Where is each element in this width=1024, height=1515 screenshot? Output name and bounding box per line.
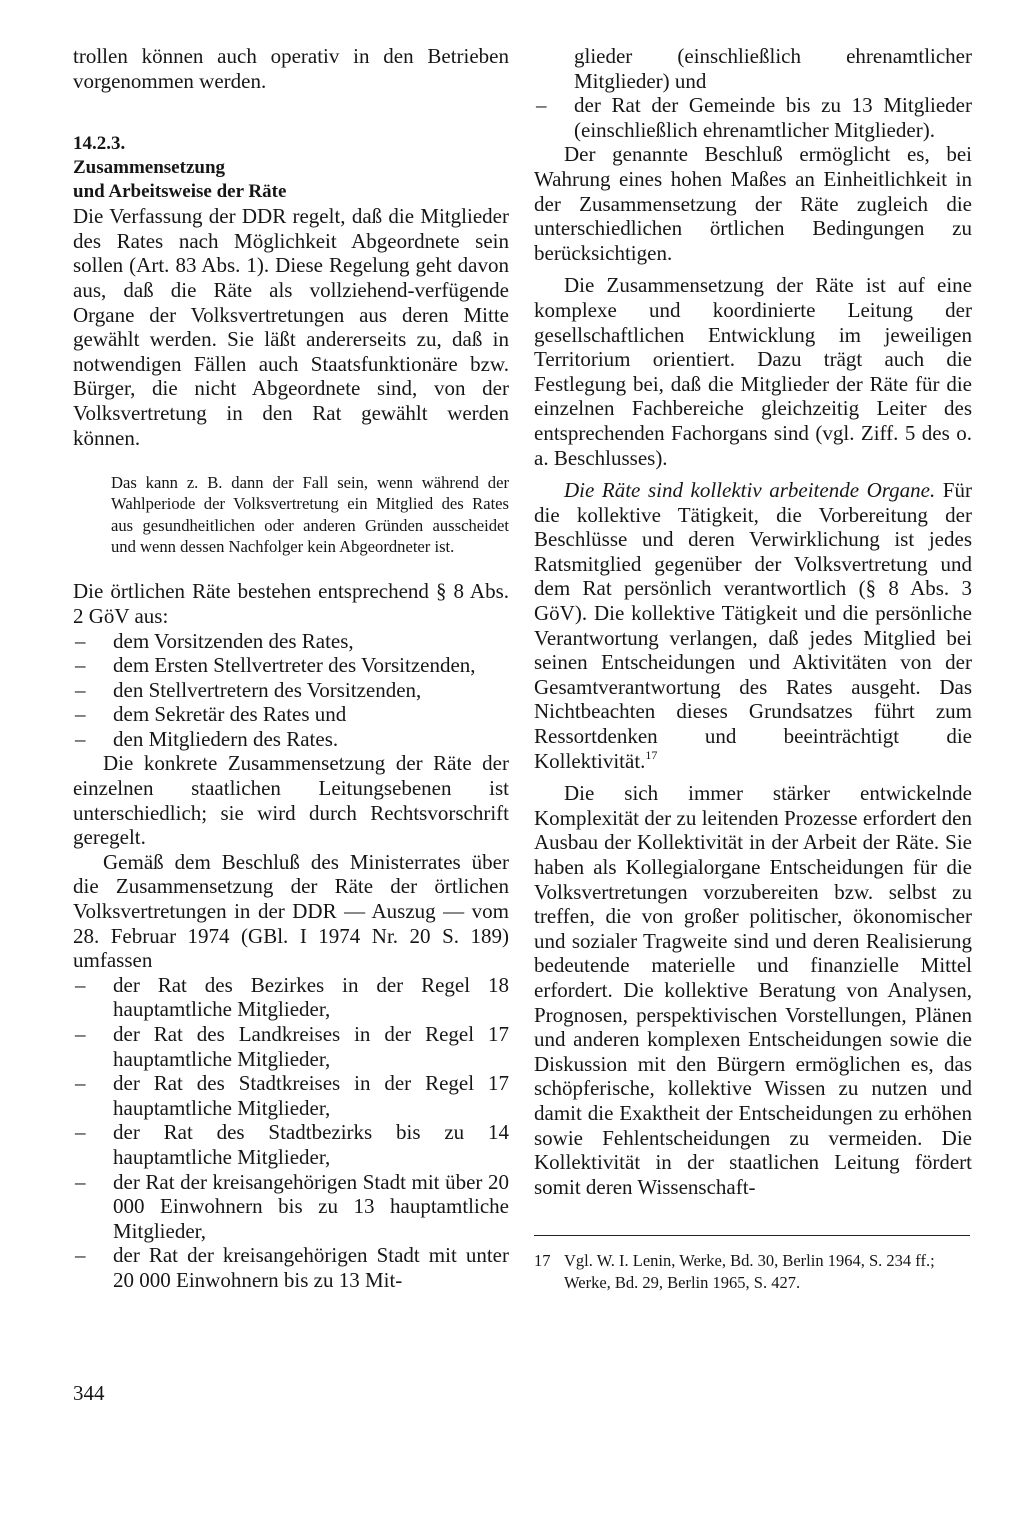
footnote-divider	[534, 1235, 970, 1236]
list-item: – den Mitgliedern des Rates.	[73, 727, 509, 752]
section-heading	[73, 132, 509, 204]
council-size-list	[73, 973, 509, 1293]
list-item: – der Rat des Landkreises in der Regel 17 hauptamtliche Mitglieder,	[73, 1022, 509, 1071]
list-item-continuation: glieder (einschließlich ehrenamtlicher Mitglieder) und	[574, 44, 972, 93]
paragraph-council-composition: Die örtlichen Räte bestehen entsprechend § 8 Abs. 2 GöV aus:	[73, 579, 509, 628]
list-item: – dem Sekretär des Rates und	[73, 702, 509, 727]
paragraph-complex-leadership: Die Zusammensetzung der Räte ist auf eine komplexe und koordinierte Leitung der gesellschaftlichen Entwicklung im jeweiligen Territorium orientiert. Dazu trägt auch die Festlegung bei, daß die Mitglieder der Räte für die einzelnen Fachbereiche gleichzeitig Leiter des entsprechenden Fachorgans sind (vgl. Ziff. 5 des o. a. Beschlusses).	[534, 273, 972, 470]
section-title-line-2: und Arbeitsweise der Räte	[73, 181, 287, 203]
intro-paragraph-tail: trollen können auch operativ in den Betrieben vorgenommen werden.	[73, 44, 509, 93]
left-column	[73, 44, 509, 1293]
list-item: – der Rat des Stadtbezirks bis zu 14 hauptamtliche Mitglieder,	[73, 1120, 509, 1169]
paragraph-constitution: Die Verfassung der DDR regelt, daß die Mitglieder des Rates nach Möglichkeit Abgeordnete sein sollen (Art. 83 Abs. 1). Diese Regelung geht davon aus, daß die Räte als vollziehend-verfügende Organe der Volksvertretungen aus deren Mitte gewählt werden. Sie läßt andererseits zu, daß in notwendigen Fällen auch Staatsfunktionäre bzw. Bürger, die nicht Abgeordnete sind, von der Volksvertretung in den Rat gewählt werden können.	[73, 204, 509, 450]
paragraph-concrete-composition: Die konkrete Zusammensetzung der Räte der einzelnen staatlichen Leitungsebenen ist unterschiedlich; sie wird durch Rechtsvorschrift geregelt.	[73, 751, 509, 850]
list-item: – der Rat der Gemeinde bis zu 13 Mitglieder (einschließlich ehrenamtlicher Mitglieder).	[534, 93, 972, 142]
small-print-note: Das kann z. B. dann der Fall sein, wenn während der Wahlperiode der Volksvertretung ein Mitglied des Rates aus gesundheitlichen oder anderen Gründen ausscheidet und wenn dessen Nachfolger kein Abgeordneter ist.	[111, 473, 509, 557]
paragraph-ministerial-decision: Gemäß dem Beschluß des Ministerrates über die Zusammensetzung der Räte der örtlichen Volksvertretungen in der DDR — Auszug — vom 28. Februar 1974 (GBl. I 1974 Nr. 20 S. 189) umfassen	[73, 849, 509, 973]
paragraph-collectivity: Die sich immer stärker entwickelnde Komplexität der zu leitenden Prozesse erfordert den Ausbau der Kollektivität in der Arbeit der Räte. Sie haben als Kollegialorgane Entscheidungen für die Volksvertretungen vorzubereiten bzw. selbst zu treffen, die von großer politischer, ökonomischer und sozialer Tragweite sind und deren Realisierung bedeutende materielle und finanzielle Mittel erfordert. Die kollektive Beratung von Analysen, Prognosen, perspektivischen Vorstellungen, Plänen und anderen komplexen Entscheidungen sowie die Diskussion mit den Bürgern ermöglichen es, das schöpferische, kollektive Wissen zu nutzen und damit die Exaktheit der Entscheidungen zu erhöhen sowie Fehlentscheidungen zu vermeiden. Die Kollektivität in der staatlichen Leitung fördert somit deren Wissenschaft-	[534, 781, 972, 1199]
emphasis-collective-organs: Die Räte sind kollektiv arbeitende Organe.	[564, 478, 936, 503]
paragraph-collective-work-text: Für die kollektive Tätigkeit, die Vorbereitung der Beschlüsse und deren Verwirklichung ist jedes Ratsmitglied gegenüber der Volksvertretung und dem Rat persönlich verantwortlich (§ 8 Abs. 3 GöV). Die kollektive Tätigkeit und die persönliche Verantwortung verlangen, daß jedes Mitglied bei seinen Entscheidungen und Aktivitäten von der Gesamtverantwortung des Rates ausgeht. Das Nichtbeachten dieses Grundsatzes führt zum Ressortdenken und beeinträchtigt die Kollektivität.	[534, 478, 972, 773]
footnote	[534, 1250, 972, 1293]
list-item: – den Stellvertretern des Vorsitzenden,	[73, 678, 509, 703]
footnote-text: Vgl. W. I. Lenin, Werke, Bd. 30, Berlin 1964, S. 234 ff.; Werke, Bd. 29, Berlin 1965, S. 427.	[564, 1251, 935, 1292]
list-item: – der Rat der kreisangehörigen Stadt mit über 20 000 Einwohnern bis zu 13 hauptamtliche Mitglieder,	[73, 1170, 509, 1244]
paragraph-collective-work	[534, 478, 972, 773]
paragraph-decision-effect: Der genannte Beschluß ermöglicht es, bei Wahrung eines hohen Maßes an Einheitlichkeit in der Zusammensetzung der Räte zugleich die unterschiedlichen örtlichen Bedingungen zu berücksichtigen.	[534, 142, 972, 265]
section-number: 14.2.3.	[73, 133, 126, 155]
list-item: – dem Ersten Stellvertreter des Vorsitzenden,	[73, 653, 509, 678]
right-column	[534, 44, 972, 1293]
list-item: – der Rat des Bezirkes in der Regel 18 hauptamtliche Mitglieder,	[73, 973, 509, 1022]
list-item: – der Rat des Stadtkreises in der Regel 17 hauptamtliche Mitglieder,	[73, 1071, 509, 1120]
page-number: 344	[73, 1381, 105, 1405]
section-title-line-1: Zusammensetzung	[73, 157, 226, 179]
council-members-list	[73, 629, 509, 752]
council-size-list-continued	[534, 44, 972, 142]
footnote-reference[interactable]: 17	[645, 747, 658, 762]
list-item: – dem Vorsitzenden des Rates,	[73, 629, 509, 654]
list-item: – der Rat der kreisangehörigen Stadt mit unter 20 000 Einwohnern bis zu 13 Mit-	[73, 1243, 509, 1292]
footnote-number: 17	[534, 1251, 551, 1271]
